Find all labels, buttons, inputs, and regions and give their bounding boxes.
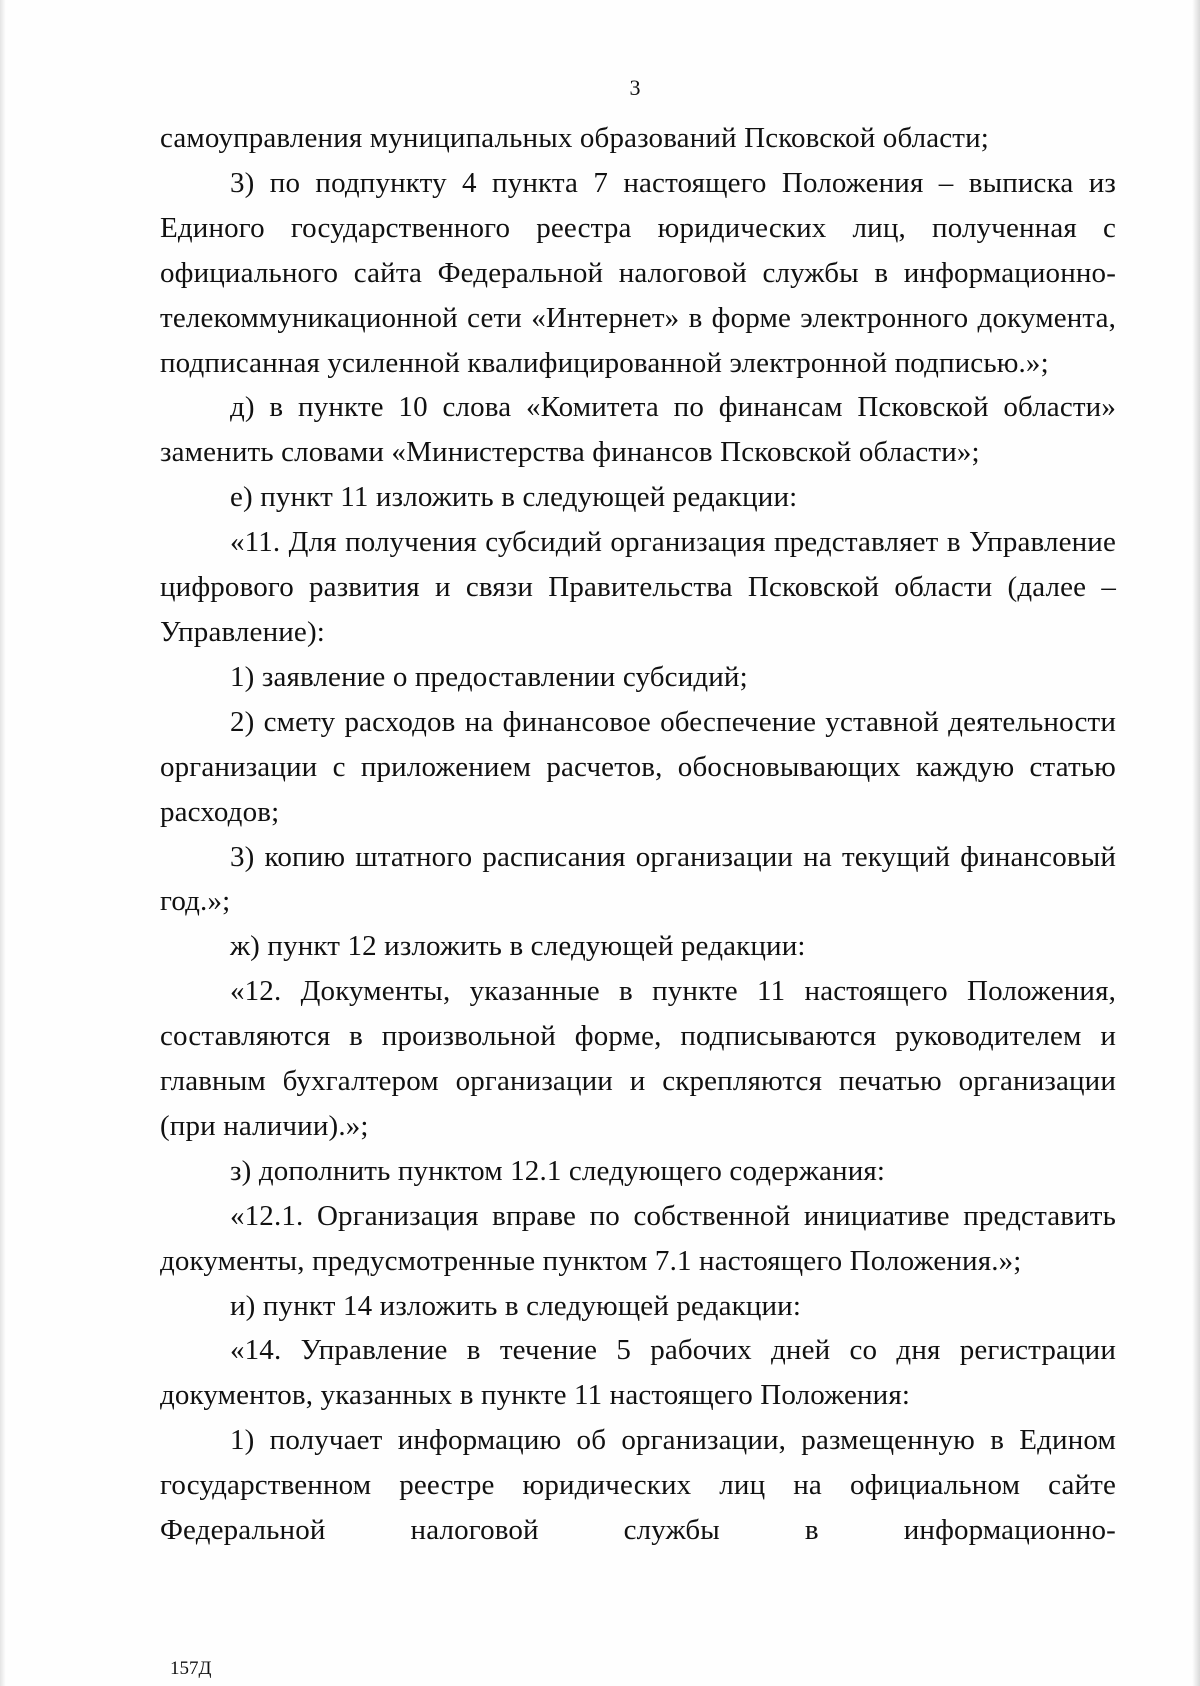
paragraph: «12. Документы, указанные в пункте 11 настоящего Положения, составляются в произвольной форме, подписываются руководителем и главным бухгалтером организации и скрепляются печатью организации (при наличии).»; — [160, 975, 1116, 1142]
paragraph: и) пункт 14 изложить в следующей редакции: — [230, 1289, 802, 1322]
paragraph: 3) копию штатного расписания организации на текущий финансовый год.»; — [160, 840, 1116, 918]
document-body — [160, 116, 1116, 1553]
paragraph: «14. Управление в течение 5 рабочих дней со дня регистрации документов, указанных в пункте 11 настоящего Положения: — [160, 1334, 1116, 1412]
document-code: 157Д — [170, 1658, 212, 1679]
scan-edge-right — [1192, 0, 1200, 1686]
paragraph: 1) заявление о предоставлении субсидий; — [230, 660, 748, 693]
paragraph: 3) по подпункту 4 пункта 7 настоящего Положения – выписка из Единого государственного реестра юридических лиц, полученная с официального сайта Федеральной налоговой службы в информационно-телекоммуникационной сети «Интернет» в форме электронного документа, подписанная усиленной квалифицированной электронной подписью.»; — [160, 166, 1116, 379]
paragraph: самоуправления муниципальных образований Псковской области; — [160, 122, 990, 154]
paragraph: «11. Для получения субсидий организация представляет в Управление цифрового развития и связи Правительства Псковской области (далее – Управление): — [160, 526, 1116, 648]
scan-edge-left — [0, 0, 6, 1686]
paragraph: 1) получает информацию об организации, размещенную в Едином государственном реестре юридических лиц на официальном сайте Федеральной налоговой службы в информационно- — [160, 1424, 1116, 1547]
paragraph: «12.1. Организация вправе по собственной инициативе представить документы, предусмотренные пунктом 7.1 настоящего Положения.»; — [160, 1199, 1116, 1277]
paragraph: з) дополнить пунктом 12.1 следующего содержания: — [230, 1154, 886, 1187]
paragraph: ж) пункт 12 изложить в следующей редакции: — [230, 930, 806, 963]
paragraph: е) пункт 11 изложить в следующей редакции: — [230, 481, 798, 514]
paragraph: 2) смету расходов на финансовое обеспечение уставной деятельности организации с приложением расчетов, обосновывающих каждую статью расходов; — [160, 705, 1116, 828]
paragraph: д) в пункте 10 слова «Комитета по финансам Псковской области» заменить словами «Министерства финансов Псковской области»; — [160, 391, 1116, 469]
page-number: 3 — [629, 75, 641, 100]
